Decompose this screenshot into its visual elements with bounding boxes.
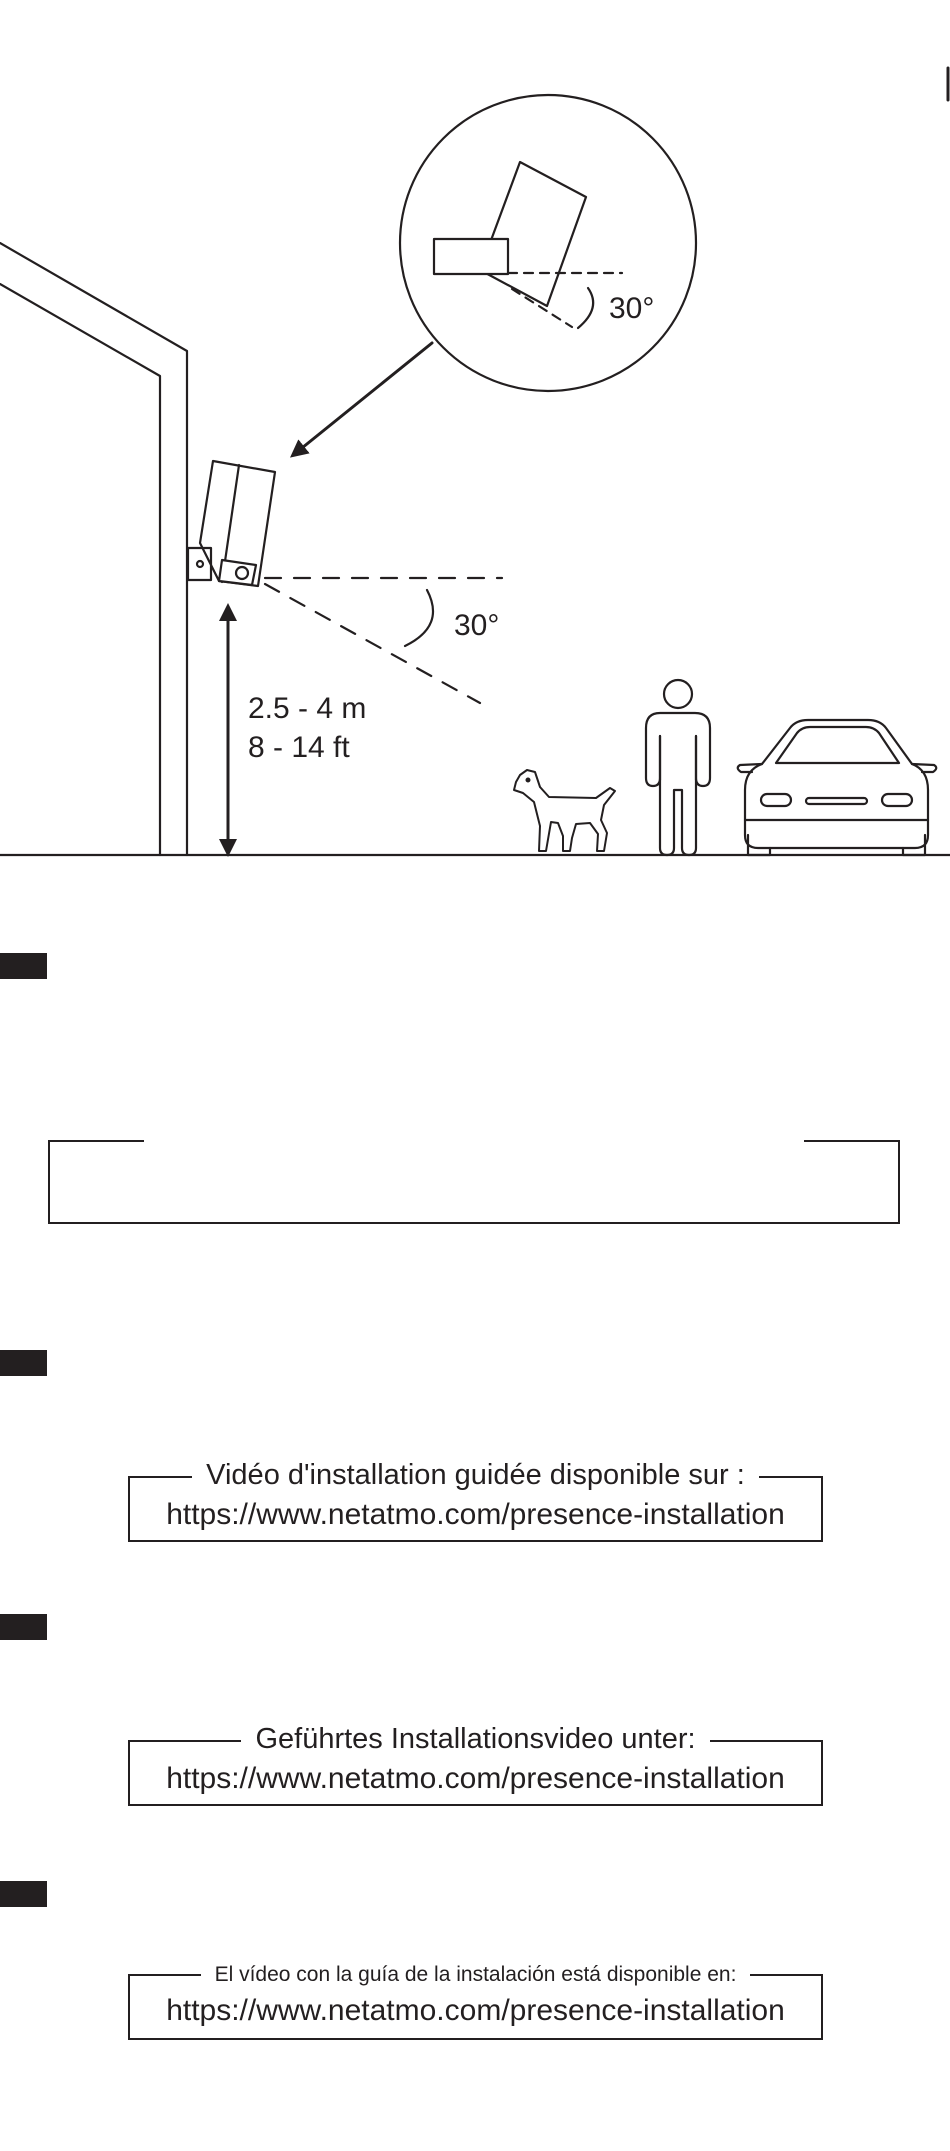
inset-angle-label: 30° <box>609 292 655 325</box>
language-tab-fr <box>0 1350 47 1376</box>
tilt-angle-arc <box>405 590 433 646</box>
video-url-de[interactable]: https://www.netatmo.com/presence-installation <box>166 1762 785 1795</box>
frame-top-left-1 <box>48 1140 144 1142</box>
video-url-es[interactable]: https://www.netatmo.com/presence-installation <box>166 1994 785 2027</box>
language-tab-1 <box>0 953 47 979</box>
person-icon <box>646 680 710 855</box>
pointer-arrow <box>297 343 432 452</box>
video-url-fr[interactable]: https://www.netatmo.com/presence-installation <box>166 1498 785 1531</box>
car-icon <box>738 720 937 855</box>
video-info-box-fr <box>128 1459 823 1542</box>
tilt-angle-label: 30° <box>454 609 500 642</box>
wall-outline <box>0 243 187 855</box>
camera-icon <box>188 461 275 586</box>
dog-icon <box>514 770 615 851</box>
video-caption-de-wrap <box>130 1725 821 1754</box>
height-imperial-label: 8 - 14 ft <box>248 731 350 764</box>
language-tab-de <box>0 1614 47 1640</box>
video-caption-fr: Vidéo d'installation guidée disponible sur : <box>192 1459 759 1491</box>
video-caption-fr-wrap <box>130 1461 821 1490</box>
video-info-box-es <box>128 1963 823 2040</box>
video-info-box-1 <box>48 1140 900 1224</box>
video-caption-es: El vídeo con la guía de la instalación está disponible en: <box>201 1963 751 1986</box>
video-caption-de: Geführtes Installationsvideo unter: <box>241 1723 709 1755</box>
height-metric-label: 2.5 - 4 m <box>248 692 367 725</box>
installation-diagram <box>0 0 950 870</box>
language-tab-es <box>0 1881 47 1907</box>
video-info-box-de <box>128 1723 823 1806</box>
video-caption-es-wrap <box>130 1964 821 1985</box>
frame-top-right-1 <box>804 1140 900 1142</box>
detail-inset <box>400 95 696 391</box>
